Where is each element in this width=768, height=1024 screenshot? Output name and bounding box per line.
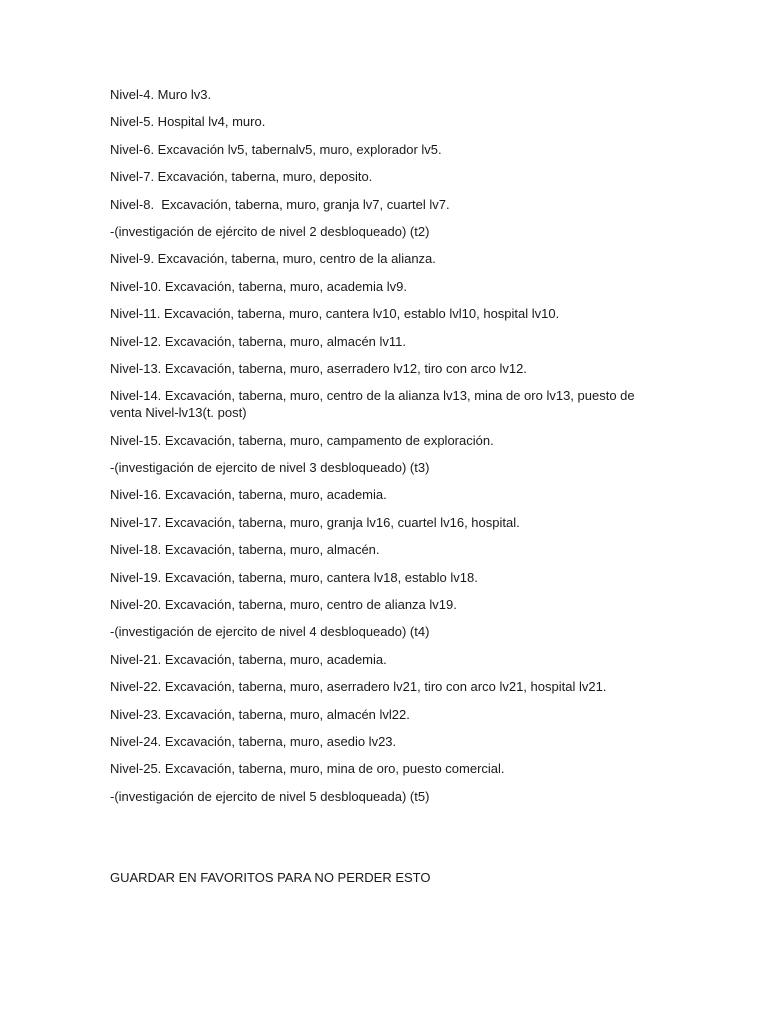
text-line: Nivel-8. Excavación, taberna, muro, granja lv7, cuartel lv7. [110,196,450,212]
text-line: Nivel-24. Excavación, taberna, muro, asedio lv23. [110,733,397,749]
text-line: Nivel-12. Excavación, taberna, muro, almacén lv11. [110,333,407,349]
text-line: Nivel-19. Excavación, taberna, muro, cantera lv18, establo lv18. [110,569,478,585]
text-line: Nivel-17. Excavación, taberna, muro, granja lv16, cuartel lv16, hospital. [110,514,520,530]
text-line: Nivel-21. Excavación, taberna, muro, academia. [110,651,387,667]
text-line: Nivel-22. Excavación, taberna, muro, aserradero lv21, tiro con arco lv21, hospital lv21. [110,679,607,695]
text-line: Nivel-10. Excavación, taberna, muro, academia lv9. [110,278,407,294]
text-line: Nivel-13. Excavación, taberna, muro, aserradero lv12, tiro con arco lv12. [110,360,527,376]
text-line: Nivel-15. Excavación, taberna, muro, campamento de exploración. [110,432,494,448]
text-line: -(investigación de ejército de nivel 2 desbloqueado) (t2) [110,223,430,239]
text-line: Nivel-6. Excavación lv5, tabernalv5, muro, explorador lv5. [110,141,442,157]
text-line: Nivel-20. Excavación, taberna, muro, centro de alianza lv19. [110,597,457,613]
text-line: Nivel-9. Excavación, taberna, muro, centro de la alianza. [110,251,436,267]
text-line: -(investigación de ejercito de nivel 5 desbloqueada) (t5) [110,788,430,804]
footer-note: GUARDAR EN FAVORITOS PARA NO PERDER ESTO [110,870,431,885]
text-line: -(investigación de ejercito de nivel 4 desbloqueado) (t4) [110,624,430,640]
text-line: Nivel-25. Excavación, taberna, muro, mina de oro, puesto comercial. [110,761,505,777]
document-body [110,86,650,815]
text-line: Nivel-5. Hospital lv4, muro. [110,114,266,130]
text-line: Nivel-18. Excavación, taberna, muro, almacén. [110,542,380,558]
text-line: Nivel-16. Excavación, taberna, muro, academia. [110,487,387,503]
text-line: -(investigación de ejercito de nivel 3 desbloqueado) (t3) [110,460,430,476]
text-line: Nivel-23. Excavación, taberna, muro, almacén lvl22. [110,706,410,722]
text-line: Nivel-7. Excavación, taberna, muro, deposito. [110,169,373,185]
text-line: Nivel-14. Excavación, taberna, muro, centro de la alianza lv13, mina de oro lv13, puesto de venta Nivel-lv13(t. post) [110,388,635,421]
text-line: Nivel-11. Excavación, taberna, muro, cantera lv10, establo lvl10, hospital lv10. [110,306,560,322]
text-line: Nivel-4. Muro lv3. [110,87,212,102]
